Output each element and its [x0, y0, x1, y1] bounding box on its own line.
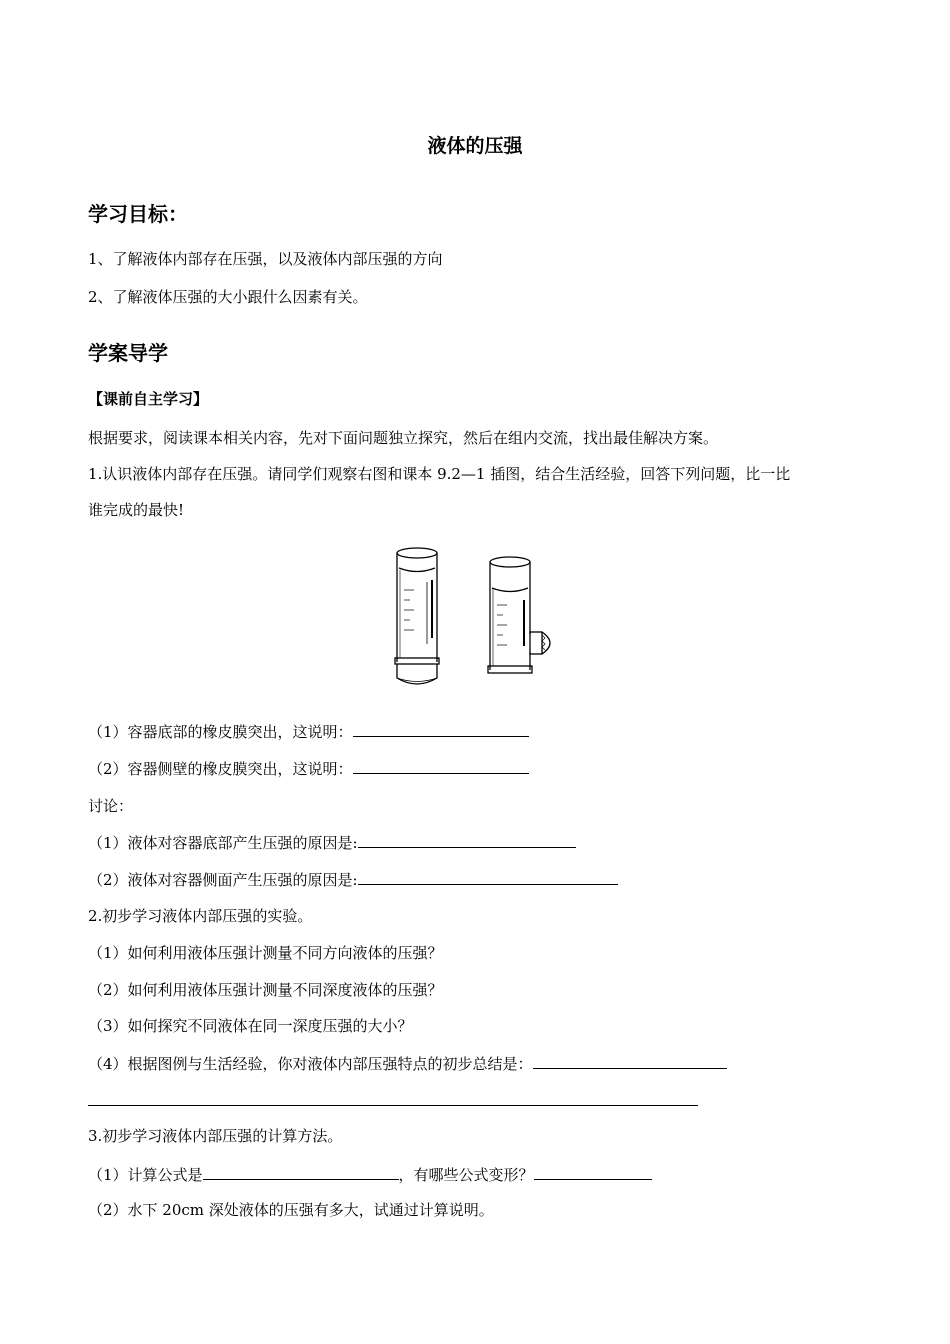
question-3-1-label-a: （1）计算公式是 [88, 1166, 203, 1184]
answer-blank-d2[interactable] [358, 870, 618, 885]
answer-blank-formula-variants[interactable] [534, 1165, 652, 1180]
question-1-line-1: 1.认识液体内部存在压强。请同学们观察右图和课本 9.2—1 插图，结合生活经验，回答下列问题，比一比 [88, 465, 791, 483]
answer-blank-2-4[interactable] [533, 1054, 727, 1069]
question-2-1: （1）如何利用液体压强计测量不同方向液体的压强？ [88, 944, 443, 962]
intro-text: 根据要求，阅读课本相关内容，先对下面问题独立探究，然后在组内交流，找出最佳解决方案。 [88, 429, 719, 447]
objective-item-1: 1、了解液体内部存在压强，以及液体内部压强的方向 [88, 250, 443, 268]
answer-blank-d1[interactable] [358, 833, 576, 848]
discussion-label: 讨论： [88, 797, 134, 815]
answer-line-2-4-continued[interactable] [88, 1105, 698, 1106]
question-2-2: （2）如何利用液体压强计测量不同深度液体的压强？ [88, 981, 443, 999]
question-1-b-label: （2）容器侧壁的橡皮膜突出，这说明： [88, 760, 353, 778]
question-3: 3.初步学习液体内部压强的计算方法。 [88, 1127, 343, 1145]
objectives-heading: 学习目标： [88, 202, 188, 226]
answer-blank-1a[interactable] [353, 722, 529, 737]
question-1-a-label: （1）容器底部的橡皮膜突出，这说明： [88, 723, 353, 741]
question-2: 2.初步学习液体内部压强的实验。 [88, 907, 313, 925]
pressure-cylinders-figure [380, 540, 580, 700]
question-2-4-label: （4）根据图例与生活经验，你对液体内部压强特点的初步总结是： [88, 1055, 533, 1073]
answer-blank-1b[interactable] [353, 759, 529, 774]
cylinder-bottom-membrane-icon [395, 548, 439, 684]
question-1-b [88, 759, 529, 779]
discussion-2 [88, 870, 618, 890]
question-1-a [88, 722, 529, 742]
page-title: 液体的压强 [427, 135, 523, 157]
question-1-line-2: 谁完成的最快! [88, 501, 185, 519]
self-study-subheading: 【课前自主学习】 [88, 390, 209, 408]
question-3-1 [88, 1165, 652, 1185]
question-3-2: （2）水下 20cm 深处液体的压强有多大，试通过计算说明。 [88, 1201, 494, 1219]
question-3-1-label-b: ，有哪些公式变形？ [398, 1166, 534, 1184]
discussion-2-label: （2）液体对容器侧面产生压强的原因是: [88, 871, 358, 889]
guide-heading: 学案导学 [88, 341, 168, 365]
question-2-3: （3）如何探究不同液体在同一深度压强的大小？ [88, 1017, 413, 1035]
question-2-4 [88, 1054, 727, 1074]
discussion-1 [88, 833, 576, 853]
answer-blank-formula[interactable] [203, 1165, 399, 1180]
discussion-1-label: （1）液体对容器底部产生压强的原因是: [88, 834, 358, 852]
cylinder-side-membrane-icon [488, 557, 550, 673]
objective-item-2: 2、了解液体压强的大小跟什么因素有关。 [88, 288, 368, 306]
